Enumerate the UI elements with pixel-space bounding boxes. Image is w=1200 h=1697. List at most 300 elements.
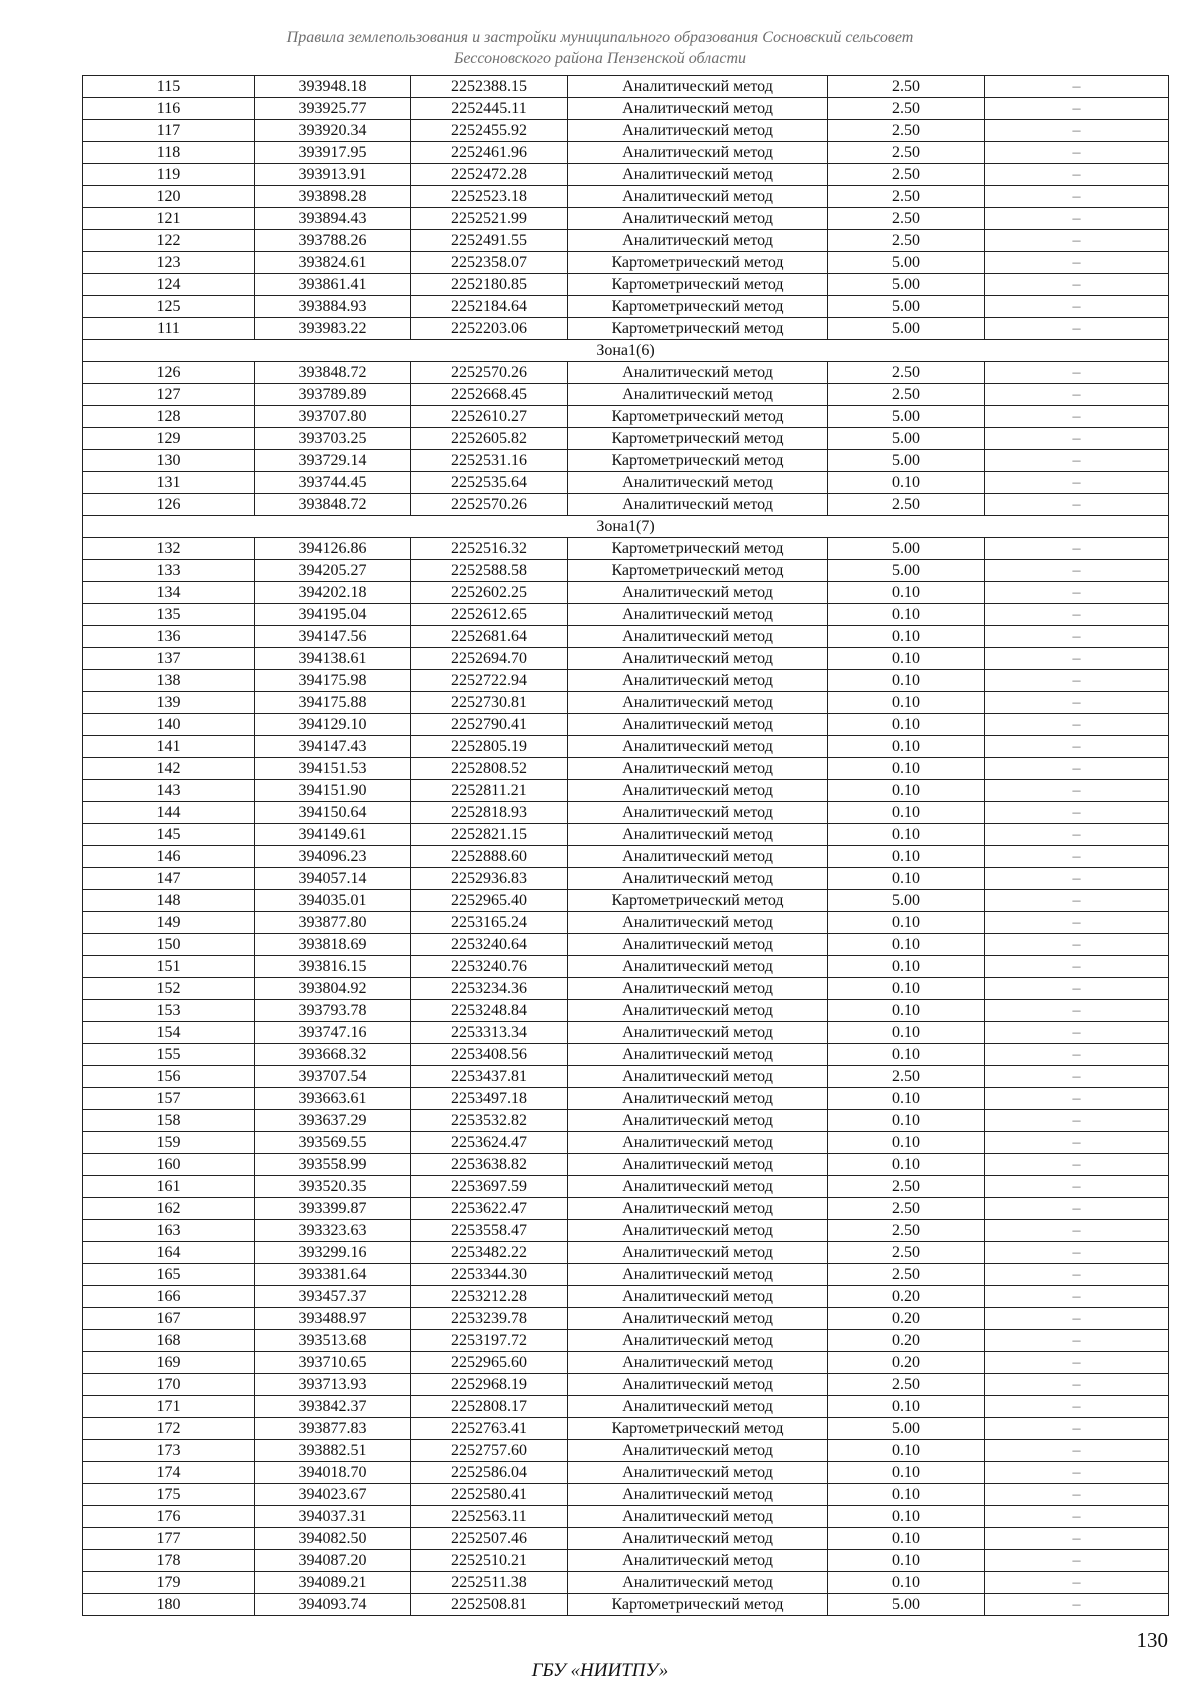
method-cell: Аналитический метод bbox=[568, 1176, 828, 1198]
x-coordinate-cell: 393323.63 bbox=[255, 1220, 411, 1242]
table-row bbox=[83, 1418, 1169, 1440]
note-cell: – bbox=[985, 912, 1169, 934]
method-cell: Аналитический метод bbox=[568, 956, 828, 978]
method-cell: Аналитический метод bbox=[568, 868, 828, 890]
table-row bbox=[83, 780, 1169, 802]
x-coordinate-cell: 393898.28 bbox=[255, 186, 411, 208]
method-cell: Аналитический метод bbox=[568, 758, 828, 780]
method-cell: Аналитический метод bbox=[568, 472, 828, 494]
y-coordinate-cell: 2252612.65 bbox=[411, 604, 568, 626]
x-coordinate-cell: 394151.90 bbox=[255, 780, 411, 802]
point-number-cell: 149 bbox=[83, 912, 255, 934]
accuracy-cell: 0.10 bbox=[828, 582, 985, 604]
point-number-cell: 136 bbox=[83, 626, 255, 648]
point-number-cell: 156 bbox=[83, 1066, 255, 1088]
x-coordinate-cell: 394057.14 bbox=[255, 868, 411, 890]
method-cell: Аналитический метод bbox=[568, 670, 828, 692]
point-number-cell: 121 bbox=[83, 208, 255, 230]
method-cell: Аналитический метод bbox=[568, 1220, 828, 1242]
point-number-cell: 115 bbox=[83, 76, 255, 98]
note-cell: – bbox=[985, 890, 1169, 912]
y-coordinate-cell: 2252808.52 bbox=[411, 758, 568, 780]
x-coordinate-cell: 393399.87 bbox=[255, 1198, 411, 1220]
table-row bbox=[83, 362, 1169, 384]
table-row bbox=[83, 252, 1169, 274]
table-row bbox=[83, 846, 1169, 868]
table-row bbox=[83, 318, 1169, 340]
table-row bbox=[83, 1462, 1169, 1484]
accuracy-cell: 0.10 bbox=[828, 780, 985, 802]
method-cell: Картометрический метод bbox=[568, 538, 828, 560]
x-coordinate-cell: 393637.29 bbox=[255, 1110, 411, 1132]
table-row bbox=[83, 472, 1169, 494]
table-row bbox=[83, 670, 1169, 692]
point-number-cell: 111 bbox=[83, 318, 255, 340]
x-coordinate-cell: 393707.80 bbox=[255, 406, 411, 428]
x-coordinate-cell: 393818.69 bbox=[255, 934, 411, 956]
zone-label: Зона1(6) bbox=[83, 340, 1169, 362]
accuracy-cell: 0.10 bbox=[828, 978, 985, 1000]
accuracy-cell: 0.10 bbox=[828, 472, 985, 494]
method-cell: Аналитический метод bbox=[568, 1088, 828, 1110]
point-number-cell: 117 bbox=[83, 120, 255, 142]
point-number-cell: 124 bbox=[83, 274, 255, 296]
y-coordinate-cell: 2252491.55 bbox=[411, 230, 568, 252]
table-row bbox=[83, 1242, 1169, 1264]
table-row bbox=[83, 428, 1169, 450]
accuracy-cell: 0.10 bbox=[828, 692, 985, 714]
table-row bbox=[83, 1396, 1169, 1418]
y-coordinate-cell: 2252811.21 bbox=[411, 780, 568, 802]
x-coordinate-cell: 393816.15 bbox=[255, 956, 411, 978]
point-number-cell: 168 bbox=[83, 1330, 255, 1352]
method-cell: Аналитический метод bbox=[568, 1374, 828, 1396]
y-coordinate-cell: 2252535.64 bbox=[411, 472, 568, 494]
table-row bbox=[83, 98, 1169, 120]
y-coordinate-cell: 2252521.99 bbox=[411, 208, 568, 230]
table-row bbox=[83, 120, 1169, 142]
x-coordinate-cell: 393848.72 bbox=[255, 494, 411, 516]
table-row bbox=[83, 1220, 1169, 1242]
point-number-cell: 141 bbox=[83, 736, 255, 758]
accuracy-cell: 5.00 bbox=[828, 252, 985, 274]
table-row bbox=[83, 1132, 1169, 1154]
accuracy-cell: 0.10 bbox=[828, 626, 985, 648]
table-row bbox=[83, 1528, 1169, 1550]
point-number-cell: 167 bbox=[83, 1308, 255, 1330]
x-coordinate-cell: 394202.18 bbox=[255, 582, 411, 604]
table-row bbox=[83, 494, 1169, 516]
y-coordinate-cell: 2253240.64 bbox=[411, 934, 568, 956]
y-coordinate-cell: 2253497.18 bbox=[411, 1088, 568, 1110]
x-coordinate-cell: 393848.72 bbox=[255, 362, 411, 384]
accuracy-cell: 0.10 bbox=[828, 714, 985, 736]
note-cell: – bbox=[985, 934, 1169, 956]
method-cell: Аналитический метод bbox=[568, 1022, 828, 1044]
method-cell: Аналитический метод bbox=[568, 362, 828, 384]
method-cell: Аналитический метод bbox=[568, 1462, 828, 1484]
point-number-cell: 166 bbox=[83, 1286, 255, 1308]
accuracy-cell: 2.50 bbox=[828, 208, 985, 230]
table-row bbox=[83, 978, 1169, 1000]
table-row bbox=[83, 450, 1169, 472]
x-coordinate-cell: 393558.99 bbox=[255, 1154, 411, 1176]
x-coordinate-cell: 393457.37 bbox=[255, 1286, 411, 1308]
table-row bbox=[83, 1110, 1169, 1132]
x-coordinate-cell: 393747.16 bbox=[255, 1022, 411, 1044]
x-coordinate-cell: 393663.61 bbox=[255, 1088, 411, 1110]
accuracy-cell: 0.20 bbox=[828, 1286, 985, 1308]
x-coordinate-cell: 393569.55 bbox=[255, 1132, 411, 1154]
note-cell: – bbox=[985, 1550, 1169, 1572]
accuracy-cell: 2.50 bbox=[828, 98, 985, 120]
accuracy-cell: 2.50 bbox=[828, 1066, 985, 1088]
y-coordinate-cell: 2252184.64 bbox=[411, 296, 568, 318]
note-cell: – bbox=[985, 208, 1169, 230]
table-row bbox=[83, 186, 1169, 208]
x-coordinate-cell: 394096.23 bbox=[255, 846, 411, 868]
x-coordinate-cell: 393913.91 bbox=[255, 164, 411, 186]
method-cell: Картометрический метод bbox=[568, 296, 828, 318]
method-cell: Аналитический метод bbox=[568, 1484, 828, 1506]
y-coordinate-cell: 2252586.04 bbox=[411, 1462, 568, 1484]
note-cell: – bbox=[985, 142, 1169, 164]
x-coordinate-cell: 394150.64 bbox=[255, 802, 411, 824]
x-coordinate-cell: 394151.53 bbox=[255, 758, 411, 780]
table-row bbox=[83, 406, 1169, 428]
table-row bbox=[83, 384, 1169, 406]
accuracy-cell: 2.50 bbox=[828, 142, 985, 164]
x-coordinate-cell: 393861.41 bbox=[255, 274, 411, 296]
method-cell: Картометрический метод bbox=[568, 1418, 828, 1440]
y-coordinate-cell: 2252757.60 bbox=[411, 1440, 568, 1462]
note-cell: – bbox=[985, 76, 1169, 98]
point-number-cell: 158 bbox=[83, 1110, 255, 1132]
point-number-cell: 154 bbox=[83, 1022, 255, 1044]
y-coordinate-cell: 2253408.56 bbox=[411, 1044, 568, 1066]
y-coordinate-cell: 2253624.47 bbox=[411, 1132, 568, 1154]
note-cell: – bbox=[985, 230, 1169, 252]
note-cell: – bbox=[985, 274, 1169, 296]
accuracy-cell: 0.10 bbox=[828, 1154, 985, 1176]
method-cell: Аналитический метод bbox=[568, 1528, 828, 1550]
y-coordinate-cell: 2253212.28 bbox=[411, 1286, 568, 1308]
accuracy-cell: 5.00 bbox=[828, 538, 985, 560]
y-coordinate-cell: 2252511.38 bbox=[411, 1572, 568, 1594]
x-coordinate-cell: 393894.43 bbox=[255, 208, 411, 230]
table-row bbox=[83, 1330, 1169, 1352]
y-coordinate-cell: 2252965.40 bbox=[411, 890, 568, 912]
y-coordinate-cell: 2252507.46 bbox=[411, 1528, 568, 1550]
note-cell: – bbox=[985, 956, 1169, 978]
method-cell: Аналитический метод bbox=[568, 1308, 828, 1330]
note-cell: – bbox=[985, 582, 1169, 604]
point-number-cell: 177 bbox=[83, 1528, 255, 1550]
x-coordinate-cell: 394093.74 bbox=[255, 1594, 411, 1616]
accuracy-cell: 0.10 bbox=[828, 846, 985, 868]
x-coordinate-cell: 393920.34 bbox=[255, 120, 411, 142]
y-coordinate-cell: 2253234.36 bbox=[411, 978, 568, 1000]
point-number-cell: 153 bbox=[83, 1000, 255, 1022]
accuracy-cell: 5.00 bbox=[828, 428, 985, 450]
note-cell: – bbox=[985, 406, 1169, 428]
point-number-cell: 134 bbox=[83, 582, 255, 604]
accuracy-cell: 2.50 bbox=[828, 230, 985, 252]
x-coordinate-cell: 393884.93 bbox=[255, 296, 411, 318]
method-cell: Аналитический метод bbox=[568, 582, 828, 604]
y-coordinate-cell: 2252968.19 bbox=[411, 1374, 568, 1396]
y-coordinate-cell: 2253437.81 bbox=[411, 1066, 568, 1088]
accuracy-cell: 0.10 bbox=[828, 758, 985, 780]
method-cell: Аналитический метод bbox=[568, 1264, 828, 1286]
point-number-cell: 171 bbox=[83, 1396, 255, 1418]
point-number-cell: 127 bbox=[83, 384, 255, 406]
method-cell: Аналитический метод bbox=[568, 1242, 828, 1264]
note-cell: – bbox=[985, 626, 1169, 648]
table-row bbox=[83, 76, 1169, 98]
accuracy-cell: 5.00 bbox=[828, 560, 985, 582]
note-cell: – bbox=[985, 494, 1169, 516]
note-cell: – bbox=[985, 1242, 1169, 1264]
point-number-cell: 146 bbox=[83, 846, 255, 868]
note-cell: – bbox=[985, 1176, 1169, 1198]
note-cell: – bbox=[985, 670, 1169, 692]
y-coordinate-cell: 2253638.82 bbox=[411, 1154, 568, 1176]
accuracy-cell: 2.50 bbox=[828, 384, 985, 406]
table-row bbox=[83, 1506, 1169, 1528]
note-cell: – bbox=[985, 1154, 1169, 1176]
point-number-cell: 179 bbox=[83, 1572, 255, 1594]
point-number-cell: 162 bbox=[83, 1198, 255, 1220]
method-cell: Аналитический метод bbox=[568, 1572, 828, 1594]
note-cell: – bbox=[985, 780, 1169, 802]
point-number-cell: 152 bbox=[83, 978, 255, 1000]
note-cell: – bbox=[985, 472, 1169, 494]
accuracy-cell: 2.50 bbox=[828, 494, 985, 516]
method-cell: Аналитический метод bbox=[568, 1132, 828, 1154]
y-coordinate-cell: 2252570.26 bbox=[411, 362, 568, 384]
method-cell: Аналитический метод bbox=[568, 934, 828, 956]
table-row bbox=[83, 692, 1169, 714]
zone-header-row bbox=[83, 516, 1169, 538]
point-number-cell: 175 bbox=[83, 1484, 255, 1506]
method-cell: Аналитический метод bbox=[568, 1154, 828, 1176]
point-number-cell: 172 bbox=[83, 1418, 255, 1440]
point-number-cell: 131 bbox=[83, 472, 255, 494]
accuracy-cell: 2.50 bbox=[828, 362, 985, 384]
y-coordinate-cell: 2252563.11 bbox=[411, 1506, 568, 1528]
x-coordinate-cell: 393488.97 bbox=[255, 1308, 411, 1330]
page-header bbox=[0, 27, 1200, 69]
method-cell: Аналитический метод bbox=[568, 1044, 828, 1066]
point-number-cell: 125 bbox=[83, 296, 255, 318]
method-cell: Аналитический метод bbox=[568, 1396, 828, 1418]
method-cell: Аналитический метод bbox=[568, 230, 828, 252]
method-cell: Аналитический метод bbox=[568, 1000, 828, 1022]
x-coordinate-cell: 393804.92 bbox=[255, 978, 411, 1000]
table-row bbox=[83, 736, 1169, 758]
method-cell: Аналитический метод bbox=[568, 208, 828, 230]
x-coordinate-cell: 394175.98 bbox=[255, 670, 411, 692]
table-row bbox=[83, 956, 1169, 978]
note-cell: – bbox=[985, 384, 1169, 406]
point-number-cell: 126 bbox=[83, 362, 255, 384]
table-row bbox=[83, 230, 1169, 252]
point-number-cell: 120 bbox=[83, 186, 255, 208]
point-number-cell: 126 bbox=[83, 494, 255, 516]
y-coordinate-cell: 2252358.07 bbox=[411, 252, 568, 274]
method-cell: Аналитический метод bbox=[568, 736, 828, 758]
x-coordinate-cell: 394175.88 bbox=[255, 692, 411, 714]
table-row bbox=[83, 934, 1169, 956]
method-cell: Аналитический метод bbox=[568, 1110, 828, 1132]
accuracy-cell: 0.20 bbox=[828, 1352, 985, 1374]
header-line-2: Бессоновского района Пензенской области bbox=[453, 50, 747, 67]
point-number-cell: 178 bbox=[83, 1550, 255, 1572]
x-coordinate-cell: 394037.31 bbox=[255, 1506, 411, 1528]
method-cell: Аналитический метод bbox=[568, 76, 828, 98]
accuracy-cell: 0.10 bbox=[828, 956, 985, 978]
method-cell: Картометрический метод bbox=[568, 252, 828, 274]
y-coordinate-cell: 2252818.93 bbox=[411, 802, 568, 824]
page-footer: ГБУ «НИИТПУ» bbox=[531, 1660, 669, 1681]
point-number-cell: 180 bbox=[83, 1594, 255, 1616]
table-row bbox=[83, 758, 1169, 780]
note-cell: – bbox=[985, 362, 1169, 384]
point-number-cell: 143 bbox=[83, 780, 255, 802]
note-cell: – bbox=[985, 1374, 1169, 1396]
x-coordinate-cell: 393917.95 bbox=[255, 142, 411, 164]
table-row bbox=[83, 1440, 1169, 1462]
point-number-cell: 155 bbox=[83, 1044, 255, 1066]
y-coordinate-cell: 2252936.83 bbox=[411, 868, 568, 890]
x-coordinate-cell: 394126.86 bbox=[255, 538, 411, 560]
note-cell: – bbox=[985, 604, 1169, 626]
y-coordinate-cell: 2252808.17 bbox=[411, 1396, 568, 1418]
table-row bbox=[83, 1264, 1169, 1286]
x-coordinate-cell: 393520.35 bbox=[255, 1176, 411, 1198]
method-cell: Аналитический метод bbox=[568, 824, 828, 846]
accuracy-cell: 0.10 bbox=[828, 1022, 985, 1044]
accuracy-cell: 5.00 bbox=[828, 406, 985, 428]
table-row bbox=[83, 208, 1169, 230]
note-cell: – bbox=[985, 846, 1169, 868]
y-coordinate-cell: 2253697.59 bbox=[411, 1176, 568, 1198]
y-coordinate-cell: 2252588.58 bbox=[411, 560, 568, 582]
y-coordinate-cell: 2253344.30 bbox=[411, 1264, 568, 1286]
point-number-cell: 176 bbox=[83, 1506, 255, 1528]
point-number-cell: 164 bbox=[83, 1242, 255, 1264]
method-cell: Аналитический метод bbox=[568, 1352, 828, 1374]
method-cell: Аналитический метод bbox=[568, 846, 828, 868]
note-cell: – bbox=[985, 692, 1169, 714]
y-coordinate-cell: 2252203.06 bbox=[411, 318, 568, 340]
method-cell: Картометрический метод bbox=[568, 450, 828, 472]
accuracy-cell: 2.50 bbox=[828, 164, 985, 186]
note-cell: – bbox=[985, 120, 1169, 142]
table-row bbox=[83, 1088, 1169, 1110]
note-cell: – bbox=[985, 186, 1169, 208]
accuracy-cell: 0.10 bbox=[828, 1044, 985, 1066]
accuracy-cell: 0.10 bbox=[828, 736, 985, 758]
point-number-cell: 147 bbox=[83, 868, 255, 890]
method-cell: Аналитический метод bbox=[568, 120, 828, 142]
y-coordinate-cell: 2252523.18 bbox=[411, 186, 568, 208]
method-cell: Аналитический метод bbox=[568, 626, 828, 648]
note-cell: – bbox=[985, 1462, 1169, 1484]
y-coordinate-cell: 2252668.45 bbox=[411, 384, 568, 406]
x-coordinate-cell: 393707.54 bbox=[255, 1066, 411, 1088]
method-cell: Аналитический метод bbox=[568, 1198, 828, 1220]
method-cell: Картометрический метод bbox=[568, 274, 828, 296]
note-cell: – bbox=[985, 1220, 1169, 1242]
x-coordinate-cell: 394035.01 bbox=[255, 890, 411, 912]
note-cell: – bbox=[985, 1418, 1169, 1440]
table-row bbox=[83, 868, 1169, 890]
method-cell: Аналитический метод bbox=[568, 912, 828, 934]
x-coordinate-cell: 394205.27 bbox=[255, 560, 411, 582]
note-cell: – bbox=[985, 296, 1169, 318]
accuracy-cell: 0.10 bbox=[828, 1528, 985, 1550]
note-cell: – bbox=[985, 1264, 1169, 1286]
x-coordinate-cell: 394195.04 bbox=[255, 604, 411, 626]
page-number: 130 bbox=[1136, 1628, 1168, 1652]
table-row bbox=[83, 1066, 1169, 1088]
x-coordinate-cell: 393668.32 bbox=[255, 1044, 411, 1066]
x-coordinate-cell: 394138.61 bbox=[255, 648, 411, 670]
point-number-cell: 161 bbox=[83, 1176, 255, 1198]
point-number-cell: 116 bbox=[83, 98, 255, 120]
x-coordinate-cell: 393381.64 bbox=[255, 1264, 411, 1286]
accuracy-cell: 0.10 bbox=[828, 1132, 985, 1154]
table-row bbox=[83, 890, 1169, 912]
note-cell: – bbox=[985, 1088, 1169, 1110]
x-coordinate-cell: 393877.83 bbox=[255, 1418, 411, 1440]
table-row bbox=[83, 1000, 1169, 1022]
table-row bbox=[83, 1550, 1169, 1572]
accuracy-cell: 0.10 bbox=[828, 1396, 985, 1418]
point-number-cell: 145 bbox=[83, 824, 255, 846]
y-coordinate-cell: 2252180.85 bbox=[411, 274, 568, 296]
y-coordinate-cell: 2252610.27 bbox=[411, 406, 568, 428]
table-row bbox=[83, 142, 1169, 164]
point-number-cell: 138 bbox=[83, 670, 255, 692]
point-number-cell: 118 bbox=[83, 142, 255, 164]
method-cell: Аналитический метод bbox=[568, 714, 828, 736]
x-coordinate-cell: 393882.51 bbox=[255, 1440, 411, 1462]
x-coordinate-cell: 393710.65 bbox=[255, 1352, 411, 1374]
table-row bbox=[83, 1352, 1169, 1374]
table-row bbox=[83, 1374, 1169, 1396]
accuracy-cell: 2.50 bbox=[828, 1264, 985, 1286]
note-cell: – bbox=[985, 318, 1169, 340]
accuracy-cell: 5.00 bbox=[828, 1594, 985, 1616]
note-cell: – bbox=[985, 1132, 1169, 1154]
point-number-cell: 132 bbox=[83, 538, 255, 560]
y-coordinate-cell: 2252722.94 bbox=[411, 670, 568, 692]
y-coordinate-cell: 2252580.41 bbox=[411, 1484, 568, 1506]
accuracy-cell: 0.10 bbox=[828, 824, 985, 846]
point-number-cell: 157 bbox=[83, 1088, 255, 1110]
x-coordinate-cell: 394018.70 bbox=[255, 1462, 411, 1484]
y-coordinate-cell: 2252472.28 bbox=[411, 164, 568, 186]
note-cell: – bbox=[985, 1066, 1169, 1088]
x-coordinate-cell: 394089.21 bbox=[255, 1572, 411, 1594]
y-coordinate-cell: 2252965.60 bbox=[411, 1352, 568, 1374]
note-cell: – bbox=[985, 164, 1169, 186]
note-cell: – bbox=[985, 538, 1169, 560]
x-coordinate-cell: 393729.14 bbox=[255, 450, 411, 472]
